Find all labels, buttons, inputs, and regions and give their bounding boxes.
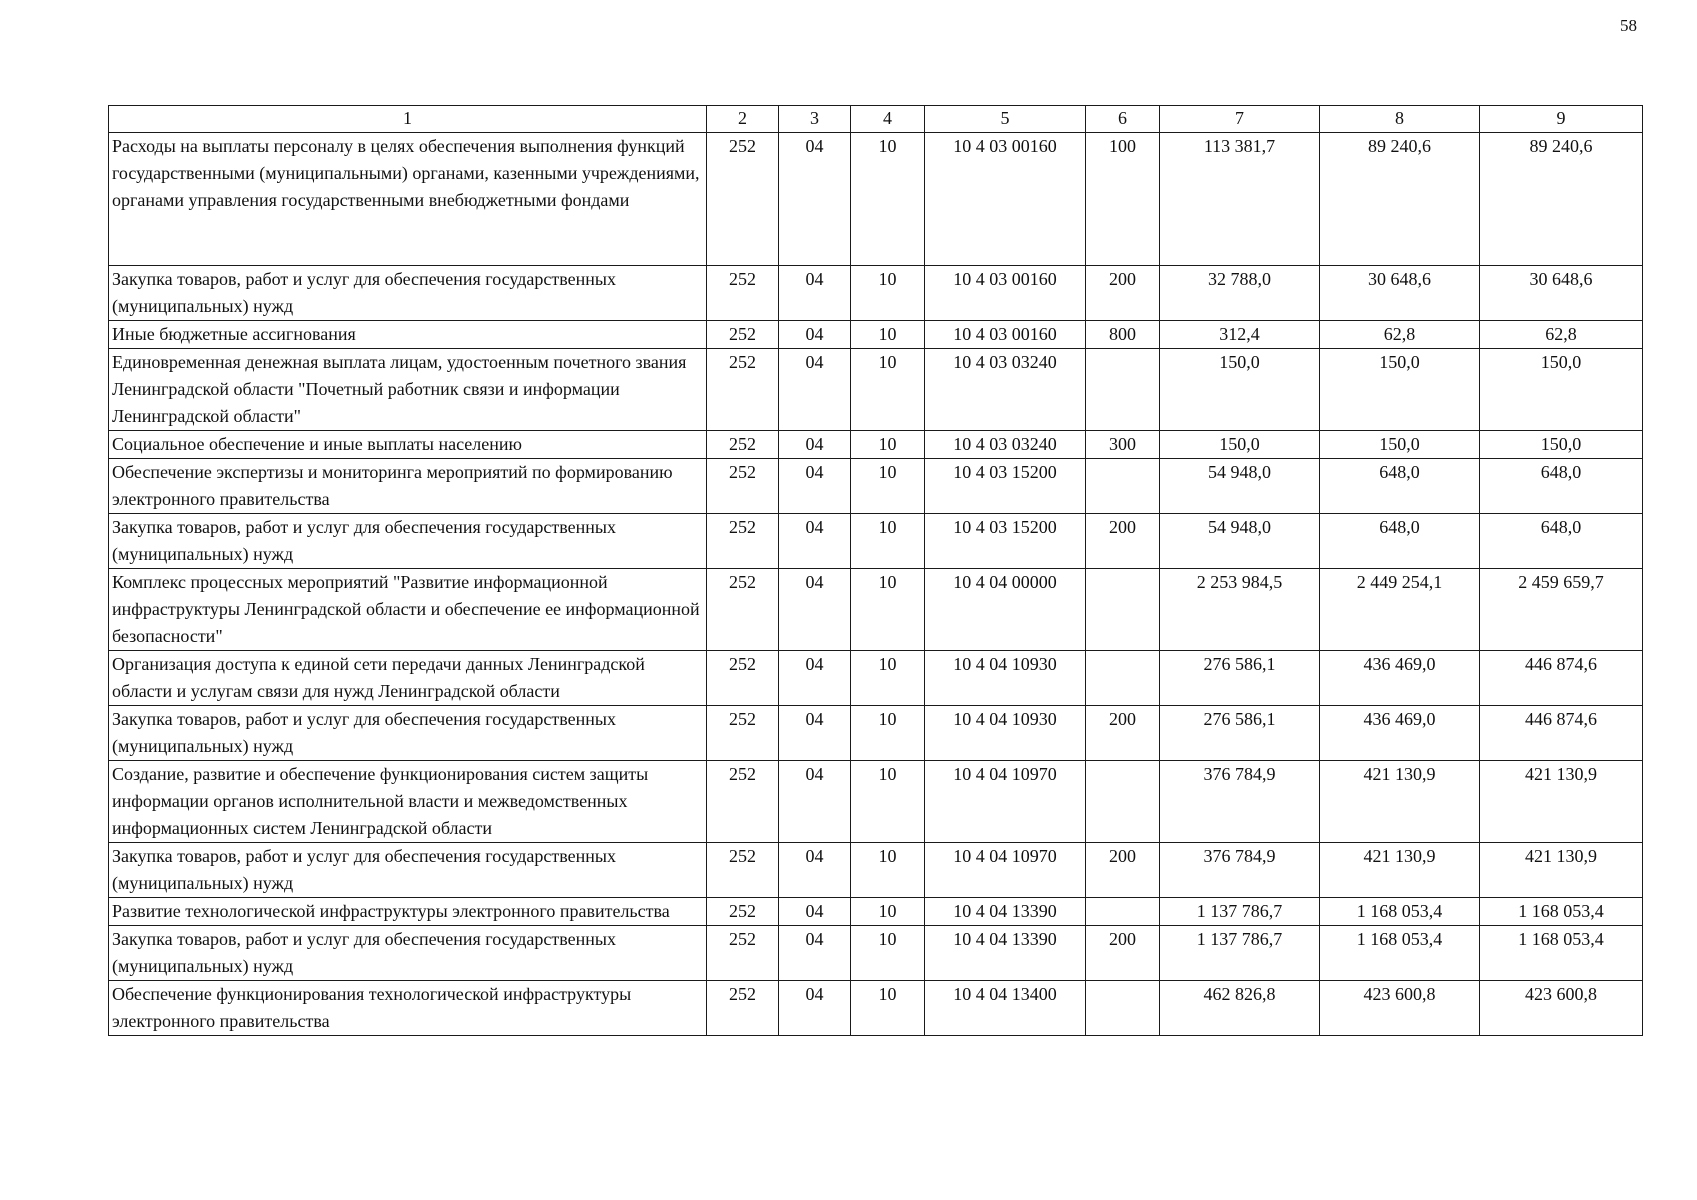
cell-c2: 252 [707, 898, 779, 926]
cell-c4: 10 [851, 266, 925, 321]
cell-c7: 54 948,0 [1160, 514, 1320, 569]
row-name: Создание, развитие и обеспечение функционирования систем защиты информации органов исполнительной власти и межведомственных информационных систем Ленинградской области [109, 761, 707, 843]
cell-c4: 10 [851, 514, 925, 569]
cell-c9: 30 648,6 [1480, 266, 1643, 321]
row-name: Комплекс процессных мероприятий "Развитие информационной инфраструктуры Ленинградской области и обеспечение ее информационной безопасности" [109, 569, 707, 651]
cell-c2: 252 [707, 569, 779, 651]
cell-c7: 54 948,0 [1160, 459, 1320, 514]
column-header: 1 [109, 106, 707, 133]
table-row [109, 981, 1643, 1036]
cell-c7: 32 788,0 [1160, 266, 1320, 321]
row-name: Единовременная денежная выплата лицам, удостоенным почетного звания Ленинградской области "Почетный работник связи и информации Ленинградской области" [109, 349, 707, 431]
cell-c7: 150,0 [1160, 431, 1320, 459]
cell-c6: 200 [1086, 926, 1160, 981]
cell-c6: 200 [1086, 843, 1160, 898]
row-name: Закупка товаров, работ и услуг для обеспечения государственных (муниципальных) нужд [109, 514, 707, 569]
cell-c9: 1 168 053,4 [1480, 926, 1643, 981]
cell-c6: 100 [1086, 133, 1160, 266]
row-name: Обеспечение функционирования технологической инфраструктуры электронного правительства [109, 981, 707, 1036]
cell-c2: 252 [707, 459, 779, 514]
table-row [109, 431, 1643, 459]
cell-c7: 376 784,9 [1160, 843, 1320, 898]
column-header: 2 [707, 106, 779, 133]
cell-c7: 276 586,1 [1160, 706, 1320, 761]
cell-c2: 252 [707, 981, 779, 1036]
cell-c3: 04 [779, 514, 851, 569]
cell-c4: 10 [851, 926, 925, 981]
cell-c2: 252 [707, 431, 779, 459]
table-row [109, 569, 1643, 651]
cell-c2: 252 [707, 843, 779, 898]
table-body [109, 133, 1643, 1036]
cell-c6: 200 [1086, 514, 1160, 569]
cell-c6: 200 [1086, 266, 1160, 321]
cell-c8: 30 648,6 [1320, 266, 1480, 321]
table-row [109, 514, 1643, 569]
cell-c2: 252 [707, 133, 779, 266]
cell-c5: 10 4 03 15200 [925, 514, 1086, 569]
cell-c3: 04 [779, 981, 851, 1036]
cell-c7: 276 586,1 [1160, 651, 1320, 706]
cell-c8: 436 469,0 [1320, 706, 1480, 761]
cell-c3: 04 [779, 133, 851, 266]
row-name: Социальное обеспечение и иные выплаты населению [109, 431, 707, 459]
cell-c8: 2 449 254,1 [1320, 569, 1480, 651]
cell-c4: 10 [851, 459, 925, 514]
table-row [109, 761, 1643, 843]
cell-c8: 150,0 [1320, 349, 1480, 431]
cell-c2: 252 [707, 761, 779, 843]
row-name: Расходы на выплаты персоналу в целях обеспечения выполнения функций государственными (муниципальными) органами, казенными учреждениями, органами управления государственными внебюджетными фондами [109, 133, 707, 266]
table-header [109, 106, 1643, 133]
cell-c2: 252 [707, 321, 779, 349]
row-name: Иные бюджетные ассигнования [109, 321, 707, 349]
row-name: Закупка товаров, работ и услуг для обеспечения государственных (муниципальных) нужд [109, 843, 707, 898]
cell-c6 [1086, 761, 1160, 843]
column-header: 7 [1160, 106, 1320, 133]
cell-c7: 1 137 786,7 [1160, 926, 1320, 981]
cell-c2: 252 [707, 926, 779, 981]
cell-c7: 312,4 [1160, 321, 1320, 349]
cell-c6: 200 [1086, 706, 1160, 761]
cell-c4: 10 [851, 651, 925, 706]
table-row [109, 898, 1643, 926]
cell-c9: 421 130,9 [1480, 761, 1643, 843]
table-row [109, 321, 1643, 349]
cell-c5: 10 4 04 13390 [925, 898, 1086, 926]
cell-c6: 800 [1086, 321, 1160, 349]
cell-c9: 446 874,6 [1480, 651, 1643, 706]
cell-c6: 300 [1086, 431, 1160, 459]
cell-c6 [1086, 569, 1160, 651]
cell-c7: 376 784,9 [1160, 761, 1320, 843]
cell-c2: 252 [707, 266, 779, 321]
row-name: Обеспечение экспертизы и мониторинга мероприятий по формированию электронного правительства [109, 459, 707, 514]
cell-c5: 10 4 03 15200 [925, 459, 1086, 514]
column-header: 6 [1086, 106, 1160, 133]
page-number: 58 [1620, 16, 1637, 35]
cell-c7: 1 137 786,7 [1160, 898, 1320, 926]
cell-c8: 421 130,9 [1320, 761, 1480, 843]
cell-c5: 10 4 04 10970 [925, 761, 1086, 843]
row-name: Развитие технологической инфраструктуры электронного правительства [109, 898, 707, 926]
cell-c6 [1086, 981, 1160, 1036]
cell-c4: 10 [851, 321, 925, 349]
table-row [109, 651, 1643, 706]
cell-c3: 04 [779, 459, 851, 514]
cell-c8: 1 168 053,4 [1320, 926, 1480, 981]
cell-c4: 10 [851, 981, 925, 1036]
cell-c4: 10 [851, 349, 925, 431]
table-row [109, 349, 1643, 431]
row-name: Закупка товаров, работ и услуг для обеспечения государственных (муниципальных) нужд [109, 706, 707, 761]
cell-c8: 648,0 [1320, 459, 1480, 514]
cell-c8: 150,0 [1320, 431, 1480, 459]
row-name: Закупка товаров, работ и услуг для обеспечения государственных (муниципальных) нужд [109, 266, 707, 321]
cell-c9: 648,0 [1480, 459, 1643, 514]
row-name: Закупка товаров, работ и услуг для обеспечения государственных (муниципальных) нужд [109, 926, 707, 981]
cell-c3: 04 [779, 898, 851, 926]
cell-c3: 04 [779, 706, 851, 761]
cell-c7: 2 253 984,5 [1160, 569, 1320, 651]
table-row [109, 459, 1643, 514]
cell-c9: 648,0 [1480, 514, 1643, 569]
cell-c4: 10 [851, 431, 925, 459]
cell-c6 [1086, 898, 1160, 926]
cell-c4: 10 [851, 761, 925, 843]
cell-c9: 423 600,8 [1480, 981, 1643, 1036]
cell-c5: 10 4 04 10930 [925, 706, 1086, 761]
cell-c9: 62,8 [1480, 321, 1643, 349]
cell-c5: 10 4 04 10930 [925, 651, 1086, 706]
table-row [109, 266, 1643, 321]
cell-c7: 113 381,7 [1160, 133, 1320, 266]
cell-c2: 252 [707, 514, 779, 569]
cell-c9: 446 874,6 [1480, 706, 1643, 761]
cell-c5: 10 4 03 00160 [925, 133, 1086, 266]
cell-c3: 04 [779, 569, 851, 651]
budget-table [108, 105, 1643, 1036]
cell-c9: 150,0 [1480, 349, 1643, 431]
cell-c7: 462 826,8 [1160, 981, 1320, 1036]
cell-c9: 89 240,6 [1480, 133, 1643, 266]
row-name: Организация доступа к единой сети передачи данных Ленинградской области и услугам связи для нужд Ленинградской области [109, 651, 707, 706]
cell-c2: 252 [707, 706, 779, 761]
cell-c5: 10 4 04 13390 [925, 926, 1086, 981]
table-row [109, 926, 1643, 981]
cell-c3: 04 [779, 321, 851, 349]
cell-c4: 10 [851, 569, 925, 651]
column-header: 9 [1480, 106, 1643, 133]
cell-c5: 10 4 03 00160 [925, 321, 1086, 349]
cell-c4: 10 [851, 898, 925, 926]
table-row [109, 706, 1643, 761]
cell-c5: 10 4 04 00000 [925, 569, 1086, 651]
column-header: 3 [779, 106, 851, 133]
cell-c8: 1 168 053,4 [1320, 898, 1480, 926]
cell-c5: 10 4 04 10970 [925, 843, 1086, 898]
cell-c9: 2 459 659,7 [1480, 569, 1643, 651]
cell-c3: 04 [779, 651, 851, 706]
cell-c5: 10 4 04 13400 [925, 981, 1086, 1036]
cell-c5: 10 4 03 00160 [925, 266, 1086, 321]
cell-c3: 04 [779, 843, 851, 898]
cell-c9: 150,0 [1480, 431, 1643, 459]
cell-c4: 10 [851, 843, 925, 898]
cell-c6 [1086, 349, 1160, 431]
cell-c8: 62,8 [1320, 321, 1480, 349]
table-row [109, 843, 1643, 898]
cell-c3: 04 [779, 431, 851, 459]
column-header: 5 [925, 106, 1086, 133]
cell-c3: 04 [779, 926, 851, 981]
cell-c4: 10 [851, 706, 925, 761]
cell-c5: 10 4 03 03240 [925, 349, 1086, 431]
cell-c4: 10 [851, 133, 925, 266]
cell-c3: 04 [779, 761, 851, 843]
cell-c8: 421 130,9 [1320, 843, 1480, 898]
cell-c6 [1086, 459, 1160, 514]
cell-c8: 89 240,6 [1320, 133, 1480, 266]
cell-c2: 252 [707, 349, 779, 431]
cell-c2: 252 [707, 651, 779, 706]
cell-c3: 04 [779, 349, 851, 431]
table-row [109, 133, 1643, 266]
cell-c5: 10 4 03 03240 [925, 431, 1086, 459]
cell-c3: 04 [779, 266, 851, 321]
column-header: 4 [851, 106, 925, 133]
cell-c8: 648,0 [1320, 514, 1480, 569]
column-header: 8 [1320, 106, 1480, 133]
cell-c8: 436 469,0 [1320, 651, 1480, 706]
cell-c8: 423 600,8 [1320, 981, 1480, 1036]
cell-c7: 150,0 [1160, 349, 1320, 431]
cell-c9: 1 168 053,4 [1480, 898, 1643, 926]
header-row [109, 106, 1643, 133]
cell-c9: 421 130,9 [1480, 843, 1643, 898]
cell-c6 [1086, 651, 1160, 706]
